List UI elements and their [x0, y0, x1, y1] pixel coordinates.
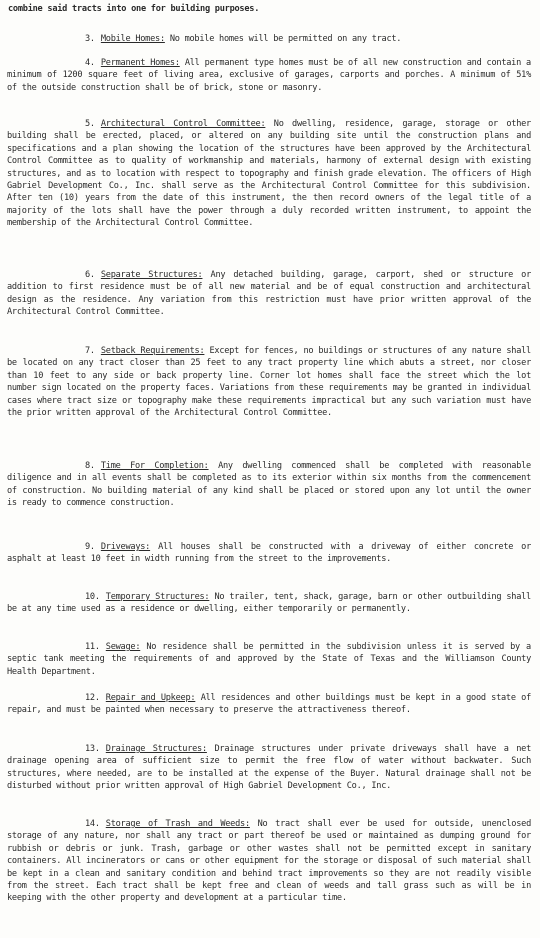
- clause-body: Drainage structures under private driveways shall have a net drainage opening area of sufficient size to permit the free flow of water without backwater. Such structures, where needed, are to be installed at the expense of the Buyer. Natural drainage shall not be disturbed without prior written approval of High Gabriel Development Co., Inc.: [7, 744, 531, 792]
- clause-number: 5.: [85, 119, 95, 129]
- clause-body: No tract shall ever be used for outside, unenclosed storage of any nature, nor shall any tract or part thereof be used or maintained as dumping ground for rubbish or debris or junk. Trash, garbage or other wastes shall not be permitted except in sanitary containers. All incinerators or cans or other equipment for the storage or disposal of such material shall be kept in a clean and sanitary condition and behind tract improvements so they are not readily visible from the street. Each tract shall be kept free and clean of weeds and tall grass such as will be in keeping with the other property and development at a particular time.: [7, 819, 531, 904]
- clause-body: Except for fences, no buildings or structures of any nature shall be located on any tract closer than 25 feet to any tract property line which abuts a street, nor closer than 10 feet to any side or back property line. Corner lot homes shall face the street which the lot number sign located on the property faces. Variations from these requirements may be granted in individual cases where tract size or topography make these requirements impractical but any such variation must have the prior written approval of the Architectural Control Committee.: [7, 346, 531, 419]
- clause-heading: Temporary Structures:: [105, 592, 210, 602]
- clause-body: No trailer, tent, shack, garage, barn or other outbuilding shall be at any time used as a residence or dwelling, either temporarily or permanently.: [7, 592, 531, 615]
- clause-heading: Storage of Trash and Weeds:: [105, 819, 250, 829]
- clause-number: 8.: [85, 461, 95, 471]
- clause-heading: Repair and Upkeep:: [105, 693, 196, 703]
- clause-number: 6.: [85, 270, 95, 280]
- clause-heading: Setback Requirements:: [100, 346, 205, 356]
- clause-body: No mobile homes will be permitted on any tract.: [169, 34, 402, 44]
- clause-body: All houses shall be constructed with a driveway of either concrete or asphalt at least 10 feet in width running from the street to the improvements.: [7, 542, 531, 565]
- clause-heading: Permanent Homes:: [100, 58, 180, 68]
- clause-heading: Sewage:: [105, 642, 141, 652]
- clause-13: [7, 743, 531, 793]
- clause-9: [7, 541, 531, 566]
- clause-body: No dwelling, residence, garage, storage or other building shall be erected, placed, or altered on any building site until the construction plans and specifications and a plan showing the location of the structures have been approved by the Architectural Control Committee as to quality of workmanship and materials, harmony of external design with existing structures, and as to location with respect to topography and finish grade elevation. The officers of High Gabriel Development Co., Inc. shall serve as the Architectural Control Committee for this subdivision. After ten (10) years from the date of this instrument, the then record owners of the legal title of a majority of the lots shall have the power through a duly recorded written instrument, to appoint the membership of the Architectural Control Committee.: [7, 119, 531, 229]
- clause-number: 11.: [85, 642, 100, 652]
- clause-body: All residences and other buildings must be kept in a good state of repair, and must be painted when necessary to preserve the attractiveness thereof.: [7, 693, 531, 716]
- clause-body: Any detached building, garage, carport, shed or structure or addition to first residence must be of all new material and be of equal construction and architectural design as the residence. Any variation from this restriction must have prior written approval of the Architectural Control Committee.: [7, 270, 531, 318]
- clause-4: [7, 57, 531, 94]
- clause-6: [7, 269, 531, 319]
- clause-heading: Mobile Homes:: [100, 34, 165, 44]
- clause-body: No residence shall be permitted in the subdivision unless it is served by a septic tank meeting the requirements of and approved by the State of Texas and the Williamson County Health Department.: [7, 642, 531, 677]
- clause-number: 9.: [85, 542, 95, 552]
- clause-7: [7, 345, 531, 419]
- clause-heading: Time For Completion:: [100, 461, 209, 471]
- clause-number: 10.: [85, 592, 100, 602]
- clause-number: 7.: [85, 346, 95, 356]
- clause-number: 13.: [85, 744, 100, 754]
- clause-14: [7, 818, 531, 905]
- clause-heading: Architectural Control Committee:: [100, 119, 266, 129]
- clause-number: 3.: [85, 34, 95, 44]
- clause-number: 12.: [85, 693, 100, 703]
- clause-body: All permanent type homes must be of all new construction and contain a minimum of 1200 square feet of living area, exclusive of garages, carports and porches. A minimum of 51% of the outside construction shall be of brick, stone or masonry.: [7, 58, 531, 93]
- clause-number: 4.: [85, 58, 95, 68]
- clause-10: [7, 591, 531, 616]
- clause-body: Any dwelling commenced shall be completed with reasonable diligence and in all events shall be completed as to its exterior within six months from the commencement of construction. No building material of any kind shall be placed or stored upon any lot until the owner is ready to commence construction.: [7, 461, 531, 509]
- clause-12: [7, 692, 531, 717]
- clause-heading: Drainage Structures:: [105, 744, 207, 754]
- clause-heading: Separate Structures:: [100, 270, 203, 280]
- clause-11: [7, 641, 531, 678]
- clause-8: [7, 460, 531, 510]
- intro-fragment: combine said tracts into one for building purposes.: [8, 4, 260, 14]
- clause-heading: Driveways:: [100, 542, 151, 552]
- clause-number: 14.: [85, 819, 100, 829]
- clause-3: [7, 33, 531, 45]
- clause-5: [7, 118, 531, 230]
